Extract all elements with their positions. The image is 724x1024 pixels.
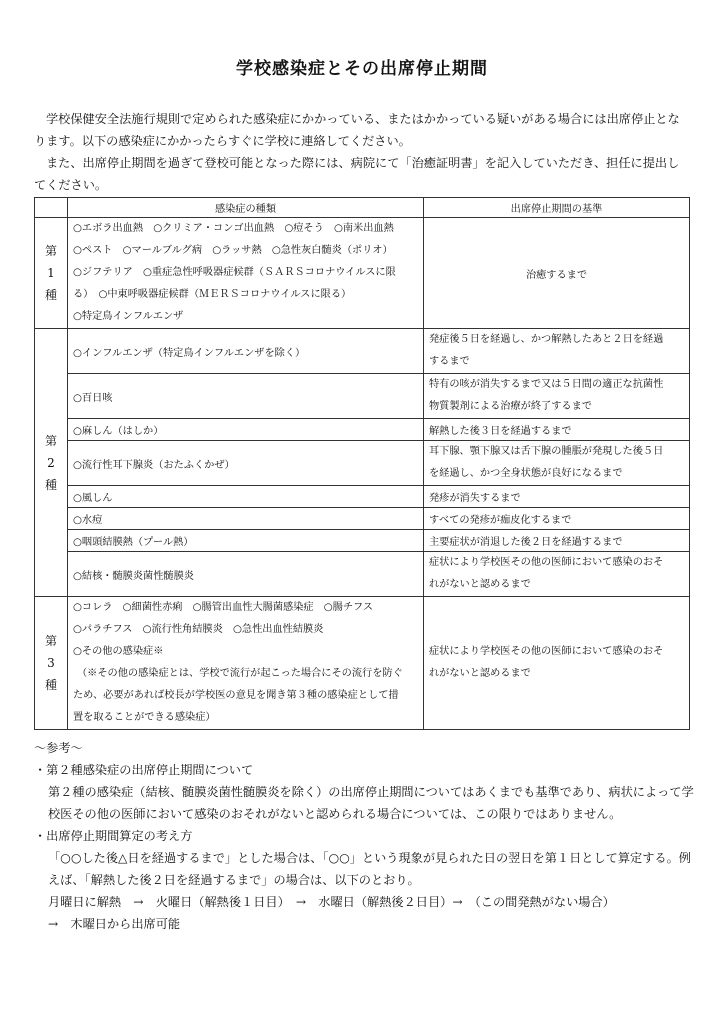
kind2-disease: ○風しん: [68, 486, 424, 508]
kind2-criterion: 発疹が消失するまで: [424, 486, 690, 508]
header-criterion: 出席停止期間の基準: [424, 198, 690, 218]
kind2-row-pharyngoconjunctival: [35, 530, 690, 552]
kind2-disease: ○百日咳: [68, 374, 424, 419]
kind2-disease: ○水痘: [68, 508, 424, 530]
kind3-diseases: ○コレラ ○細菌性赤痢 ○腸管出血性大腸菌感染症 ○腸チフス ○パラチフス ○流行性角結膜炎 ○急性出血性結膜炎 ○その他の感染症※ （※その他の感染症とは、学校で流行が起こった場合にその流行を防ぐ ため、必要があれば校長が学校医の意見を聞き第３種の感染症として措 置を取ることができる感染症）: [68, 597, 424, 730]
kind2-label: 第 2 種: [35, 329, 68, 597]
kind2-row-measles: [35, 419, 690, 441]
kind2-disease: ○咽頭結膜熱（プール熱）: [68, 530, 424, 552]
kind2-row-tuberculosis: [35, 552, 690, 597]
kind2-disease: ○結核・髄膜炎菌性髄膜炎: [68, 552, 424, 597]
kind1-diseases: ○エボラ出血熱 ○クリミア・コンゴ出血熱 ○痘そう ○南米出血熱 ○ペスト ○マールブルグ病 ○ラッサ熱 ○急性灰白髄炎（ポリオ） ○ジフテリア ○重症急性呼吸器症候群（ＳＡＲＳコロナウイルスに限 る） ○中東呼吸器症候群（ＭＥＲＳコロナウイルスに限る） ○特定鳥インフルエンザ: [68, 218, 424, 329]
kind2-disease: ○麻しん（はしか）: [68, 419, 424, 441]
kind2-disease: ○流行性耳下腺炎（おたふくかぜ）: [68, 441, 424, 486]
kind2-row-mumps: [35, 441, 690, 486]
intro-paragraph-1: 学校保健安全法施行規則で定められた感染症にかかっている、またはかかっている疑いがある場合には出席停止となります。以下の感染症にかかったらすぐに学校に連絡してください。: [34, 112, 680, 148]
kind2-row-varicella: [35, 508, 690, 530]
kind2-row-pertussis: [35, 374, 690, 419]
reference-item1-body: 第２種の感染症（結核、髄膜炎菌性髄膜炎を除く）の出席停止期間についてはあくまでも基準であり、病状によって学校医その他の医師において感染のおそれがないと認められる場合については、この限りではありません。: [48, 785, 694, 821]
kind2-criterion: すべての発疹が痂皮化するまで: [424, 508, 690, 530]
infection-table: [34, 197, 690, 730]
kind2-row-influenza: [35, 329, 690, 374]
kind2-criterion: 特有の咳が消失するまで又は５日間の適正な抗菌性 物質製剤による治療が終了するまで: [424, 374, 690, 419]
table-header-row: [35, 198, 690, 218]
kind2-criterion: 解熱した後３日を経過するまで: [424, 419, 690, 441]
header-disease: 感染症の種類: [68, 198, 424, 218]
header-kind-cell: [35, 198, 68, 218]
reference-example-line2: → 木曜日から出席可能: [48, 917, 181, 931]
intro-paragraph-2: また、出席停止期間を過ぎて登校可能となった際には、病院にて「治癒証明書」を記入していただき、担任に提出してください。: [34, 156, 680, 192]
kind3-row: [35, 597, 690, 730]
reference-section: [34, 737, 694, 935]
kind2-criterion: 発症後５日を経過し、かつ解熱したあと２日を経過 するまで: [424, 329, 690, 374]
kind2-criterion: 症状により学校医その他の医師において感染のおそ れがないと認めるまで: [424, 552, 690, 597]
kind1-row: [35, 218, 690, 329]
kind2-criterion: 主要症状が消退した後２日を経過するまで: [424, 530, 690, 552]
kind2-disease: ○インフルエンザ（特定鳥インフルエンザを除く）: [68, 329, 424, 374]
reference-item2-body: 「○○した後△日を経過するまで」とした場合は、「○○」という現象が見られた日の翌日を第１日として算定する。例えば、「解熱した後２日を経過するまで」の場合は、以下のとおり。: [48, 851, 691, 887]
kind2-row-rubella: [35, 486, 690, 508]
kind3-criterion: 症状により学校医その他の医師において感染のおそ れがないと認めるまで: [424, 597, 690, 730]
document-title: 学校感染症とその出席停止期間: [236, 59, 488, 79]
kind2-criterion: 耳下腺、顎下腺又は舌下腺の腫脹が発現した後５日 を経過し、かつ全身状態が良好になるまで: [424, 441, 690, 486]
reference-item2-title: ・出席停止期間算定の考え方: [34, 829, 193, 843]
reference-heading: ～参考～: [34, 741, 83, 755]
kind1-criterion: 治癒するまで: [424, 218, 690, 329]
reference-example-line1: 月曜日に解熱 → 火曜日（解熱後１日目） → 水曜日（解熱後２日目）→ （この間発熱がない場合）: [48, 895, 615, 909]
kind1-label: 第 1 種: [35, 218, 68, 329]
reference-item1-title: ・第２種感染症の出席停止期間について: [34, 763, 254, 777]
kind3-label: 第 3 種: [35, 597, 68, 730]
